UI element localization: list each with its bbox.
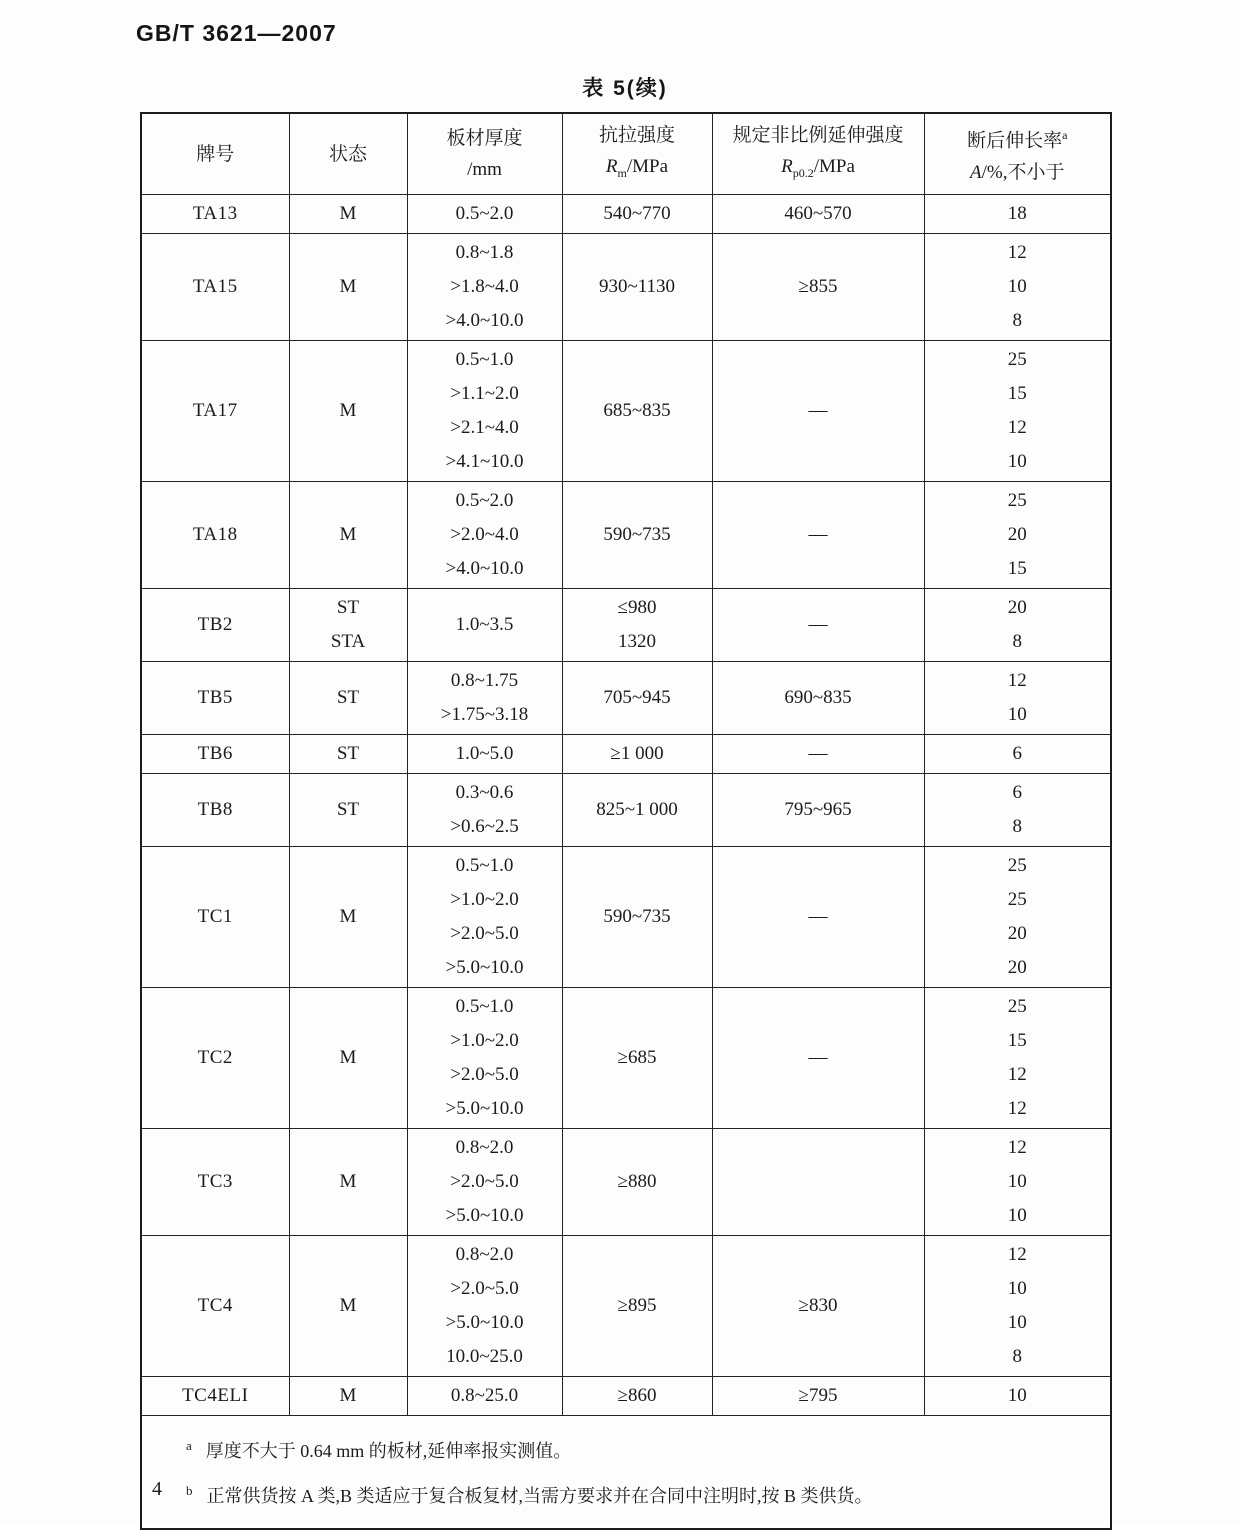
footnote-b-text: 正常供货按 A 类,B 类适应于复合板复材,当需方要求并在合同中注明时,按 B 类供货。 bbox=[206, 1486, 873, 1506]
elongation-cell bbox=[924, 1129, 1111, 1236]
thickness-cell bbox=[407, 662, 562, 735]
tensile-cell bbox=[562, 589, 712, 662]
cell-value: 0.5~2.0 bbox=[455, 203, 514, 224]
table-row bbox=[141, 341, 1111, 482]
cell-value: 25 bbox=[1007, 490, 1027, 511]
condition-cell bbox=[289, 1129, 407, 1236]
tensile-cell bbox=[562, 662, 712, 735]
cell-value: 15 bbox=[1007, 558, 1027, 579]
cell-value: M bbox=[339, 203, 357, 224]
footnote-a-text: 厚度不大于 0.64 mm 的板材,延伸率报实测值。 bbox=[205, 1441, 572, 1461]
col-header-grade-label: 牌号 bbox=[196, 143, 235, 165]
cell-value: 6 bbox=[1012, 743, 1022, 764]
table-row bbox=[141, 847, 1111, 988]
elongation-cell bbox=[924, 234, 1111, 341]
grade-cell bbox=[141, 482, 289, 589]
proof-cell bbox=[712, 1377, 924, 1416]
cell-value: M bbox=[339, 276, 357, 297]
condition-cell bbox=[289, 1236, 407, 1377]
tensile-cell bbox=[562, 195, 712, 234]
proof-cell bbox=[712, 662, 924, 735]
cell-value: 1.0~3.5 bbox=[455, 614, 514, 635]
cell-value: 8 bbox=[1012, 631, 1022, 652]
table-row bbox=[141, 234, 1111, 341]
condition-cell bbox=[289, 847, 407, 988]
cell-value: 12 bbox=[1007, 1137, 1027, 1158]
condition-cell bbox=[289, 589, 407, 662]
thickness-cell bbox=[407, 735, 562, 774]
cell-value: — bbox=[808, 1047, 828, 1068]
header-row bbox=[141, 113, 1111, 195]
cell-value: 0.8~2.0 bbox=[455, 1244, 514, 1265]
col-header-elongation-line2: A/%,不小于 bbox=[970, 161, 1065, 183]
tensile-cell bbox=[562, 735, 712, 774]
cell-value: — bbox=[808, 614, 828, 635]
elongation-cell bbox=[924, 195, 1111, 234]
tensile-cell bbox=[562, 988, 712, 1129]
cell-value: ≥855 bbox=[798, 276, 838, 297]
tensile-cell bbox=[562, 341, 712, 482]
cell-value: 25 bbox=[1007, 349, 1027, 370]
table-caption: 表 5(续) bbox=[582, 77, 668, 100]
thickness-cell bbox=[407, 774, 562, 847]
footnotes-cell bbox=[141, 1416, 1111, 1530]
footnote-a bbox=[186, 1426, 1100, 1471]
cell-value: 0.8~1.8 bbox=[455, 242, 514, 263]
col-header-proof-line1: 规定非比例延伸强度 bbox=[732, 124, 904, 146]
cell-value: >2.0~5.0 bbox=[450, 923, 519, 944]
cell-value: 10 bbox=[1007, 1205, 1027, 1226]
cell-value: 12 bbox=[1007, 1244, 1027, 1265]
col-header-condition bbox=[289, 113, 407, 195]
thickness-cell bbox=[407, 589, 562, 662]
proof-cell bbox=[712, 341, 924, 482]
cell-value: 12 bbox=[1007, 417, 1027, 438]
elongation-cell bbox=[924, 988, 1111, 1129]
table-row bbox=[141, 735, 1111, 774]
cell-value: 0.5~1.0 bbox=[455, 996, 514, 1017]
footnote-b-marker: b bbox=[186, 1483, 193, 1498]
grade-cell bbox=[141, 195, 289, 234]
condition-cell bbox=[289, 482, 407, 589]
grade-cell bbox=[141, 735, 289, 774]
cell-value: ≥895 bbox=[617, 1295, 657, 1316]
cell-value: 0.8~25.0 bbox=[450, 1385, 519, 1406]
cell-value: ≥795 bbox=[798, 1385, 838, 1406]
cell-value: — bbox=[808, 906, 828, 927]
cell-value: >4.0~10.0 bbox=[445, 558, 524, 579]
cell-value: 15 bbox=[1007, 1030, 1027, 1051]
cell-value: 0.5~1.0 bbox=[455, 349, 514, 370]
cell-value: TC2 bbox=[197, 1047, 233, 1068]
cell-value: 460~570 bbox=[784, 203, 852, 224]
footnote-row bbox=[141, 1416, 1111, 1530]
cell-value: >5.0~10.0 bbox=[445, 1098, 524, 1119]
elongation-cell bbox=[924, 589, 1111, 662]
cell-value: 8 bbox=[1012, 1346, 1022, 1367]
elongation-cell bbox=[924, 847, 1111, 988]
cell-value: 8 bbox=[1012, 816, 1022, 837]
elongation-cell bbox=[924, 1236, 1111, 1377]
cell-value: >1.8~4.0 bbox=[450, 276, 519, 297]
cell-value: STA bbox=[330, 631, 366, 652]
col-header-tensile-line1: 抗拉强度 bbox=[598, 124, 675, 146]
grade-cell bbox=[141, 341, 289, 482]
tensile-cell bbox=[562, 482, 712, 589]
elongation-cell bbox=[924, 1377, 1111, 1416]
proof-cell bbox=[712, 735, 924, 774]
col-header-proof-line2: $R_{p0.2}$/MPa bbox=[781, 155, 855, 180]
cell-value: 12 bbox=[1007, 242, 1027, 263]
cell-value: 685~835 bbox=[603, 400, 671, 421]
col-header-tensile-line2: $R_m$/MPa bbox=[605, 155, 669, 180]
cell-value: >5.0~10.0 bbox=[445, 957, 524, 978]
cell-value: TC3 bbox=[197, 1171, 233, 1192]
proof-cell bbox=[712, 589, 924, 662]
thickness-cell bbox=[407, 1236, 562, 1377]
cell-value: 1320 bbox=[618, 631, 656, 652]
cell-value: — bbox=[808, 743, 828, 764]
cell-value: >1.0~2.0 bbox=[450, 1030, 519, 1051]
cell-value: 20 bbox=[1007, 524, 1027, 545]
cell-value: 590~735 bbox=[603, 524, 671, 545]
grade-cell bbox=[141, 1129, 289, 1236]
thickness-cell bbox=[407, 234, 562, 341]
table-footnotes bbox=[141, 1416, 1111, 1530]
cell-value: 25 bbox=[1007, 889, 1027, 910]
table-row bbox=[141, 988, 1111, 1129]
cell-value: TB6 bbox=[197, 743, 233, 764]
proof-cell bbox=[712, 988, 924, 1129]
grade-cell bbox=[141, 1236, 289, 1377]
standard-number: GB/T 3621—2007 bbox=[136, 20, 337, 46]
cell-value: ST bbox=[336, 743, 360, 764]
grade-cell bbox=[141, 234, 289, 341]
cell-value: ≥1 000 bbox=[610, 743, 664, 764]
cell-value: M bbox=[339, 906, 357, 927]
cell-value: M bbox=[339, 524, 357, 545]
cell-value: ST bbox=[336, 597, 360, 618]
cell-value: 0.3~0.6 bbox=[455, 782, 514, 803]
cell-value: 705~945 bbox=[603, 687, 671, 708]
table-row bbox=[141, 589, 1111, 662]
cell-value: ST bbox=[336, 687, 360, 708]
thickness-cell bbox=[407, 195, 562, 234]
tensile-cell bbox=[562, 1129, 712, 1236]
tensile-cell bbox=[562, 847, 712, 988]
cell-value: >1.1~2.0 bbox=[450, 383, 519, 404]
cell-value: 20 bbox=[1007, 957, 1027, 978]
cell-value: 0.5~2.0 bbox=[455, 490, 514, 511]
tensile-cell bbox=[562, 1377, 712, 1416]
cell-value: 12 bbox=[1007, 1064, 1027, 1085]
cell-value: TB8 bbox=[197, 799, 233, 820]
cell-value: TC1 bbox=[197, 906, 233, 927]
cell-value: 12 bbox=[1007, 1098, 1027, 1119]
cell-value: 0.8~1.75 bbox=[450, 670, 519, 691]
spec-table bbox=[140, 112, 1112, 1530]
cell-value: 930~1130 bbox=[598, 276, 676, 297]
cell-value: TA13 bbox=[192, 203, 238, 224]
elongation-cell bbox=[924, 735, 1111, 774]
cell-value: TB2 bbox=[197, 614, 233, 635]
cell-value: M bbox=[339, 1047, 357, 1068]
thickness-cell bbox=[407, 482, 562, 589]
cell-value: >4.0~10.0 bbox=[445, 310, 524, 331]
cell-value: ≤980 bbox=[617, 597, 657, 618]
cell-value: TC4 bbox=[197, 1295, 233, 1316]
cell-value: 8 bbox=[1012, 310, 1022, 331]
cell-value: ≥880 bbox=[617, 1171, 657, 1192]
cell-value: 10 bbox=[1007, 1385, 1027, 1406]
table-row bbox=[141, 1377, 1111, 1416]
elongation-cell bbox=[924, 341, 1111, 482]
cell-value: 10 bbox=[1007, 276, 1027, 297]
proof-cell bbox=[712, 1129, 924, 1236]
cell-value: >1.75~3.18 bbox=[440, 704, 529, 725]
col-header-thickness-line2: /mm bbox=[467, 159, 502, 180]
thickness-cell bbox=[407, 341, 562, 482]
cell-value: 10 bbox=[1007, 1278, 1027, 1299]
cell-value: >4.1~10.0 bbox=[445, 451, 524, 472]
condition-cell bbox=[289, 341, 407, 482]
grade-cell bbox=[141, 662, 289, 735]
cell-value: 1.0~5.0 bbox=[455, 743, 514, 764]
proof-cell bbox=[712, 482, 924, 589]
cell-value: M bbox=[339, 1171, 357, 1192]
cell-value: 12 bbox=[1007, 670, 1027, 691]
footnote-b bbox=[186, 1471, 1100, 1516]
condition-cell bbox=[289, 234, 407, 341]
cell-value: 590~735 bbox=[603, 906, 671, 927]
cell-value: >2.0~4.0 bbox=[450, 524, 519, 545]
col-header-tensile bbox=[562, 113, 712, 195]
grade-cell bbox=[141, 774, 289, 847]
cell-value: 0.8~2.0 bbox=[455, 1137, 514, 1158]
cell-value: 10 bbox=[1007, 1312, 1027, 1333]
thickness-cell bbox=[407, 1129, 562, 1236]
table-body bbox=[141, 195, 1111, 1416]
cell-value: ≥830 bbox=[798, 1295, 838, 1316]
cell-value: >0.6~2.5 bbox=[450, 816, 519, 837]
cell-value: M bbox=[339, 400, 357, 421]
cell-value: 540~770 bbox=[603, 203, 671, 224]
cell-value: >2.0~5.0 bbox=[450, 1171, 519, 1192]
cell-value: >5.0~10.0 bbox=[445, 1205, 524, 1226]
cell-value: 25 bbox=[1007, 855, 1027, 876]
col-header-condition-label: 状态 bbox=[328, 143, 367, 165]
col-header-proof bbox=[712, 113, 924, 195]
cell-value: 6 bbox=[1012, 782, 1022, 803]
col-header-thickness-line1: 板材厚度 bbox=[446, 128, 523, 149]
proof-cell bbox=[712, 847, 924, 988]
cell-value: 10 bbox=[1007, 1171, 1027, 1192]
cell-value: >2.0~5.0 bbox=[450, 1064, 519, 1085]
col-header-grade bbox=[141, 113, 289, 195]
condition-cell bbox=[289, 735, 407, 774]
cell-value: 690~835 bbox=[784, 687, 852, 708]
cell-value: — bbox=[808, 524, 828, 545]
grade-cell bbox=[141, 1377, 289, 1416]
col-header-elongation-line1: 断后伸长率$^a$ bbox=[967, 128, 1068, 152]
thickness-cell bbox=[407, 1377, 562, 1416]
condition-cell bbox=[289, 1377, 407, 1416]
cell-value: 825~1 000 bbox=[596, 799, 678, 820]
cell-value: M bbox=[339, 1295, 357, 1316]
thickness-cell bbox=[407, 847, 562, 988]
tensile-cell bbox=[562, 774, 712, 847]
proof-cell bbox=[712, 195, 924, 234]
cell-value: M bbox=[339, 1385, 357, 1406]
tensile-cell bbox=[562, 234, 712, 341]
proof-cell bbox=[712, 1236, 924, 1377]
condition-cell bbox=[289, 195, 407, 234]
cell-value: 10 bbox=[1007, 704, 1027, 725]
cell-value: 10.0~25.0 bbox=[446, 1346, 523, 1367]
cell-value: >1.0~2.0 bbox=[450, 889, 519, 910]
proof-cell bbox=[712, 234, 924, 341]
cell-value: ≥860 bbox=[617, 1385, 657, 1406]
cell-value: 0.5~1.0 bbox=[455, 855, 514, 876]
elongation-cell bbox=[924, 482, 1111, 589]
cell-value: 795~965 bbox=[784, 799, 852, 820]
thickness-cell bbox=[407, 988, 562, 1129]
col-header-elongation bbox=[924, 113, 1111, 195]
cell-value: TB5 bbox=[197, 687, 233, 708]
grade-cell bbox=[141, 589, 289, 662]
cell-value: 20 bbox=[1007, 923, 1027, 944]
condition-cell bbox=[289, 774, 407, 847]
footnote-a-marker: a bbox=[186, 1438, 192, 1453]
elongation-cell bbox=[924, 662, 1111, 735]
cell-value: TA17 bbox=[192, 400, 238, 421]
table-row bbox=[141, 195, 1111, 234]
col-header-thickness bbox=[407, 113, 562, 195]
table-row bbox=[141, 662, 1111, 735]
cell-value: TA15 bbox=[192, 276, 238, 297]
condition-cell bbox=[289, 662, 407, 735]
condition-cell bbox=[289, 988, 407, 1129]
cell-value: TA18 bbox=[192, 524, 238, 545]
elongation-cell bbox=[924, 774, 1111, 847]
table-row bbox=[141, 774, 1111, 847]
cell-value: 25 bbox=[1007, 996, 1027, 1017]
cell-value: ≥685 bbox=[617, 1047, 657, 1068]
cell-value: ST bbox=[336, 799, 360, 820]
cell-value: 18 bbox=[1007, 203, 1027, 224]
grade-cell bbox=[141, 988, 289, 1129]
table-row bbox=[141, 1129, 1111, 1236]
cell-value: — bbox=[808, 400, 828, 421]
cell-value: >2.1~4.0 bbox=[450, 417, 519, 438]
table-row bbox=[141, 1236, 1111, 1377]
cell-value: 15 bbox=[1007, 383, 1027, 404]
tensile-cell bbox=[562, 1236, 712, 1377]
table-header bbox=[141, 113, 1111, 195]
page-number: 4 bbox=[152, 1478, 162, 1500]
cell-value: >2.0~5.0 bbox=[450, 1278, 519, 1299]
proof-cell bbox=[712, 774, 924, 847]
cell-value: 10 bbox=[1007, 451, 1027, 472]
cell-value: >5.0~10.0 bbox=[445, 1312, 524, 1333]
table-row bbox=[141, 482, 1111, 589]
cell-value: TC4ELI bbox=[182, 1385, 249, 1406]
cell-value: 20 bbox=[1007, 597, 1027, 618]
grade-cell bbox=[141, 847, 289, 988]
